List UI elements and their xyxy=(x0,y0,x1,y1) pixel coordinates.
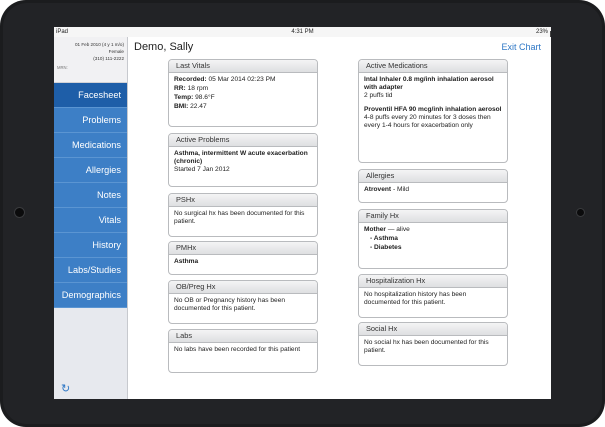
family-condition: - Asthma xyxy=(370,235,398,242)
card-pmhx[interactable] xyxy=(168,241,318,275)
med2-name: Proventil HFA 90 mcg/inh inhalation aerosol xyxy=(364,106,502,113)
patient-info xyxy=(54,37,127,83)
card-allergies[interactable] xyxy=(358,169,508,203)
exit-chart-button[interactable]: Exit Chart xyxy=(501,42,541,52)
card-title: PMHx xyxy=(169,242,317,255)
card-title: Labs xyxy=(169,330,317,343)
nav-item-labs-studies[interactable]: Labs/Studies xyxy=(54,258,127,283)
temp-label: Temp: xyxy=(174,94,194,101)
card-title: Last Vitals xyxy=(169,60,317,73)
allergy-severity: - Mild xyxy=(391,186,410,193)
sidebar xyxy=(54,37,128,399)
carrier-label: iPad xyxy=(56,29,69,35)
patient-sex: Female xyxy=(108,49,124,54)
pshx-text: No surgical hx has been documented for this patient. xyxy=(174,210,305,225)
nav-item-demographics[interactable]: Demographics xyxy=(54,283,127,308)
card-labs[interactable] xyxy=(168,329,318,373)
social-text: No social hx has been documented for this patient. xyxy=(364,339,489,354)
card-title: Hospitalization Hx xyxy=(359,275,507,288)
card-title: Family Hx xyxy=(359,210,507,223)
card-title: PSHx xyxy=(169,194,317,207)
card-last-vitals[interactable] xyxy=(168,59,318,127)
nav-item-allergies[interactable]: Allergies xyxy=(54,158,127,183)
recorded-value: 05 Mar 2014 02:23 PM xyxy=(208,76,276,83)
patient-dob: 01 Feb 2010 (4 y 1 m/o) xyxy=(74,42,124,47)
chart-header xyxy=(128,37,551,57)
nav-item-problems[interactable]: Problems xyxy=(54,108,127,133)
allergen: Atrovent xyxy=(364,186,392,193)
card-title: Social Hx xyxy=(359,323,507,336)
labs-text: No labs have been recorded for this patient xyxy=(174,346,301,353)
obpreg-text: No OB or Pregnancy history has been documented for this patient. xyxy=(174,297,286,312)
home-button[interactable] xyxy=(576,208,585,217)
refresh-icon[interactable]: ↻ xyxy=(61,383,71,395)
rr-value: 18 rpm xyxy=(187,85,209,92)
card-social-hx[interactable] xyxy=(358,322,508,366)
status-bar xyxy=(54,27,551,37)
bmi-value: 22.47 xyxy=(190,103,207,110)
family-status: — alive xyxy=(385,226,410,233)
card-title: Allergies xyxy=(359,170,507,183)
family-condition: - Diabetes xyxy=(370,244,402,251)
pmhx-text: Asthma xyxy=(174,258,199,265)
app-screen xyxy=(54,27,551,399)
card-active-medications[interactable] xyxy=(358,59,508,163)
card-hospitalization-hx[interactable] xyxy=(358,274,508,318)
problem-name: Asthma, intermittent W acute exacerbation (chronic) xyxy=(174,150,308,165)
patient-name: Demo, Sally xyxy=(134,41,194,53)
battery-percent: 23% xyxy=(535,29,548,35)
nav-item-vitals[interactable]: Vitals xyxy=(54,208,127,233)
card-family-hx[interactable] xyxy=(358,209,508,269)
card-title: Active Problems xyxy=(169,134,317,147)
rr-label: RR: xyxy=(174,85,186,92)
med2-sig: 4-8 puffs every 20 minutes for 3 doses then every 1-4 hours for exacerbation only xyxy=(364,114,491,129)
patient-phone: (310) 111-2222 xyxy=(93,56,124,61)
sidebar-nav xyxy=(54,83,127,308)
card-title: OB/Preg Hx xyxy=(169,281,317,294)
patient-mrn: MRN: xyxy=(57,65,68,70)
nav-item-notes[interactable]: Notes xyxy=(54,183,127,208)
problem-started: Started 7 Jan 2012 xyxy=(174,166,230,173)
camera-icon xyxy=(14,207,25,218)
hospitalization-text: No hospitalization history has been documented for this patient. xyxy=(364,291,467,306)
card-pshx[interactable] xyxy=(168,193,318,237)
card-ob-preg-hx[interactable] xyxy=(168,280,318,324)
med1-sig: 2 puffs tid xyxy=(364,92,393,99)
bmi-label: BMI: xyxy=(174,103,189,110)
nav-item-facesheet[interactable]: Facesheet xyxy=(54,83,127,108)
nav-item-history[interactable]: History xyxy=(54,233,127,258)
temp-value: 98.6°F xyxy=(195,94,215,101)
card-title: Active Medications xyxy=(359,60,507,73)
card-active-problems[interactable] xyxy=(168,133,318,187)
med1-name: Intal Inhaler 0.8 mg/inh inhalation aerosol with adapter xyxy=(364,76,494,91)
clock: 4:31 PM xyxy=(291,29,314,35)
battery-status xyxy=(536,29,548,35)
recorded-label: Recorded: xyxy=(174,76,207,83)
family-relation: Mother xyxy=(364,226,386,233)
nav-item-medications[interactable]: Medications xyxy=(54,133,127,158)
